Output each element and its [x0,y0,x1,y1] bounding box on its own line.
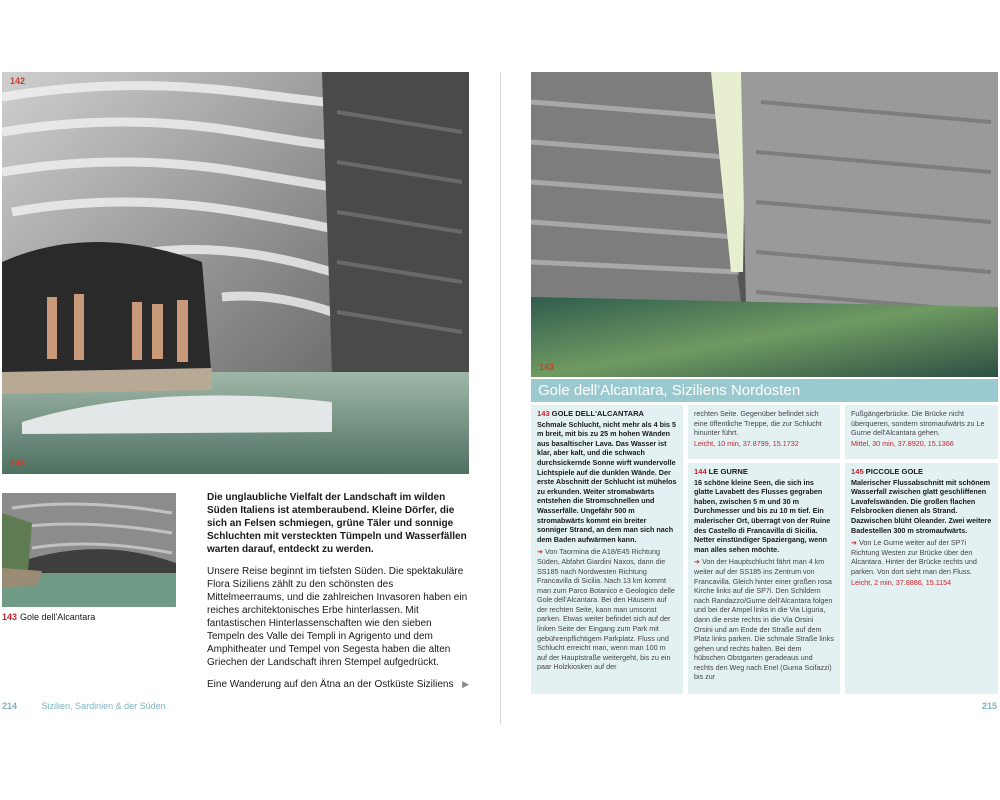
small-photo-gorge [2,493,176,607]
intro-continue-line [207,678,469,691]
arrow-right-icon: ➔ [537,547,544,557]
section-title-bar: Gole dell'Alcantara, Siziliens Nordosten [531,379,998,402]
entry-143-box [531,405,683,694]
entry-145-name: PICCOLE GOLE [865,467,924,476]
entry-144-description: 16 schöne kleine Seen, die sich ins glatte Lavabett des Flusses gegraben haben, zwischen 5 m und 30 m Durchmesser und bis zu 10 m tief. Ein malerischer Ort, überragt von der Ruine des Castello di Francavilla di Sicilia. Netter einstündiger Spaziergang, wenn man alles sehen möchte. [694,477,831,554]
entry-145-directions [851,538,992,576]
intro-body: Unsere Reise beginnt im tiefsten Süden. Die spektakuläre Flora Siziliens zählt zu den schönsten des Mittelmeerraums, und die zahlreichen Invasoren haben ein reiches architektonisches Erbe hinterlassen. Mit fantastischen Hinterlassenschaften wie den sieben Tempeln des Valle dei Templi in Agrigento und dem Amphitheater und Tempel von Segesta haben die alten Griechen der Landschaft ihren Stempel aufgedrückt. [207,566,468,668]
photo-number-right: 143 [539,362,555,372]
entry-145-box [845,463,998,694]
caption-text: Gole dell'Alcantara [20,612,96,622]
entry-144-title [694,467,834,477]
entry-143-directions-text: Von Taormina die A18/E45 Richtung Süden, Abfahrt Giardini Naxos, dann die SS185 nach Nordwesten Richtung Francavilla di Sicilia. Nach 13 km kommt man zum Parco Botanico e Geologico delle Gole dell'Alcantara. Bei den Häusern auf der rechten Seite, kann man umsonst parken. Etwas weiter befindet sich auf der linken Seite der Eingang zum Park mit gebührenpflichtigem Parkplatz. Fluss und Schlucht erreicht man, wenn man 100 m auf der Hauptstraße weitergeht, bis zu ein paar Holzkiosken auf der [537,547,675,672]
entry-143-description: Schmale Schlucht, nicht mehr als 4 bis 5 m breit, mit bis zu 25 m hohen Wänden aus basaltischer Lava. Das Wasser ist klar, aber kalt, und die schwach durchsickernde Sonne wirft wundervolle Lichtspiele auf die dunklen Wände. Der erste Abschnitt der Schlucht ist mühelos zu erkunden. Weiter stromabwärts entstehen die Stromschnellen und Wasserfälle. Ungefähr 500 m stromabwärts kommt ein breiter sonniger Strand, an dem man sich nach dem Baden aufwärmen kann. [537,419,677,544]
entry-144-directions-continued: Fußgängerbrücke. Die Brücke nicht überqueren, sondern stromaufwärts zu Le Gurne dell'Alcantara gehen. [851,409,985,438]
page-number-right: 215 [982,701,998,711]
entry-143-title [537,409,677,419]
right-photo-gorge-water [531,72,998,377]
small-photo-caption [2,612,95,622]
entry-144-name: LE GURNE [708,467,748,476]
entry-145-title [851,467,992,477]
entry-144-box [688,463,840,694]
entry-143-name: GOLE DELL'ALCANTARA [551,409,645,418]
right-folio [982,701,997,711]
arrow-right-icon: ➔ [694,557,701,567]
entry-144-gps: Mittel, 30 min, 37.8920, 15.1366 [851,438,954,448]
entry-144-number: 144 [694,467,707,476]
entry-144-continued-box [845,405,998,459]
page-gutter-divider [500,72,501,724]
photo-number: 142 [10,76,26,86]
entry-143-gps: Leicht, 10 min, 37.8799, 15.1732 [694,438,799,448]
entry-145-gps: Leicht, 2 min, 37.8886, 15.1154 [851,577,952,587]
page-number-left: 214 [2,701,18,711]
left-folio [2,701,166,711]
running-title: Sizilien, Sardinien & der Süden [41,701,166,711]
arrow-right-icon: ➔ [851,538,858,548]
intro-lead: Die unglaubliche Vielfalt der Landschaft im wilden Süden Italiens ist atemberaubend. Kleine Dörfer, die sich an Felsen schmiegen, grüne Täler und sonnige Schluchten mit versteckten Tümpeln und Wasserfällen warten darauf, entdeckt zu werden. [207,492,467,555]
intro-continue-text: Eine Wanderung auf den Ätna an der Ostküste Siziliens [207,679,454,690]
entry-143-directions [537,547,677,672]
entry-145-description: Malerischer Flussabschnitt mit schönem Wasserfall zwischen glatt geschliffenen Lavafelswänden. Die großen flachen Felsbrocken dienen als Strand. Dazwischen blüht Oleander. Zwei weitere Badestellen 300 m stromaufwärts. [851,477,992,535]
intro-text-block [207,491,469,700]
photo-number-bottom: 143 [10,458,26,468]
entry-143-continued-box [688,405,840,459]
entry-144-directions-text: Von der Hauptschlucht fährt man 4 km weiter auf der SS185 ins Zentrum von Francavilla. Gleich hinter einer großen rosa Kirche links auf die SP7i. Den Schildern nach Randazzo/Gurne dell'Alcantara folgen und bei der Ampel links in die Via Liguria, dann die erste rechts in die Via Orsini Orsini und am Ende der Straße auf dem Platz links parken. Die schmale Straße links gehen und rechts halten. Bei dem hübschen Obstgarten geradeaus und rechts den Weg nach Enel (Gurna Scifazzi) bis zur [694,557,834,682]
entry-143-directions-continued: rechten Seite. Gegenüber befindet sich eine öffentliche Treppe, die zur Schlucht hinunter führt. [694,409,822,438]
entry-143-number: 143 [537,409,550,418]
entry-145-directions-text: Von Le Gurne weiter auf der SP7i Richtung Westen zur Brücke über den Alcantara. Hinter der Brücke rechts und parken. Von dort sieht man den Fluss. [851,538,977,576]
caption-number: 143 [2,612,18,622]
entry-144-directions [694,557,834,682]
entry-145-number: 145 [851,467,864,476]
continue-arrow-icon: ▶ [462,679,469,689]
main-photo-gorge-swimmers [2,72,469,474]
